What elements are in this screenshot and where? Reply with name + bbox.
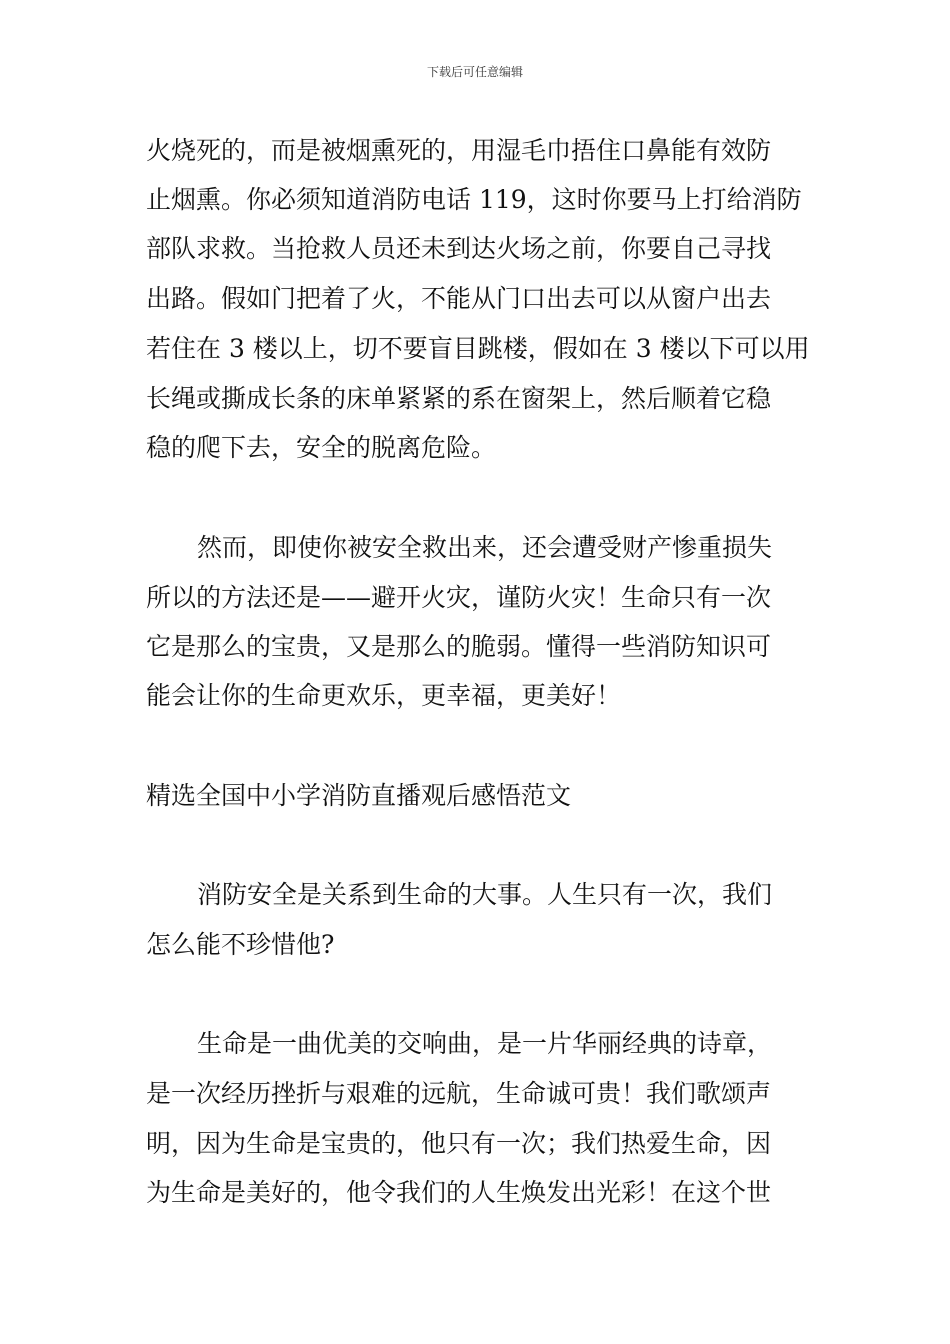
text-line: 为生命是美好的，他令我们的人生焕发出光彩！在这个世 (146, 1178, 772, 1207)
text-line: 若住在 3 楼以上，切不要盲目跳楼，假如在 3 楼以下可以用 (146, 334, 810, 363)
text-line: 明，因为生命是宝贵的，他只有一次；我们热爱生命，因 (146, 1129, 772, 1158)
section-title: 精选全国中小学消防直播观后感悟范文 (146, 781, 572, 810)
text-line: 是一次经历挫折与艰难的远航，生命诚可贵！我们歌颂声 (146, 1079, 772, 1108)
text-line: 生命是一曲优美的交响曲，是一片华丽经典的诗章， (197, 1029, 773, 1058)
text-line: 能会让你的生命更欢乐，更幸福，更美好！ (146, 681, 622, 710)
page-header: 下载后可任意编辑 (426, 65, 523, 79)
text-line: 它是那么的宝贵，又是那么的脆弱。懂得一些消防知识可 (146, 632, 772, 661)
text-line: 稳的爬下去，安全的脱离危险。 (146, 433, 497, 462)
text-line: 怎么能不珍惜他? (146, 930, 335, 959)
text-line: 所以的方法还是——避开火灾，谨防火灾！生命只有一次 (146, 583, 772, 612)
text-line: 止烟熏。你必须知道消防电话 119，这时你要马上打给消防 (146, 185, 802, 214)
text-line: 火烧死的，而是被烟熏死的，用湿毛巾捂住口鼻能有效防 (146, 136, 772, 165)
text-line: 消防安全是关系到生命的大事。人生只有一次，我们 (197, 880, 773, 909)
text-line: 然而，即使你被安全救出来，还会遭受财产惨重损失 (197, 533, 773, 562)
text-line: 长绳或撕成长条的床单紧紧的系在窗架上，然后顺着它稳 (146, 384, 772, 413)
text-line: 部队求救。当抢救人员还未到达火场之前，你要自己寻找 (146, 234, 772, 263)
text-line: 出路。假如门把着了火，不能从门口出去可以从窗户出去 (146, 284, 772, 313)
